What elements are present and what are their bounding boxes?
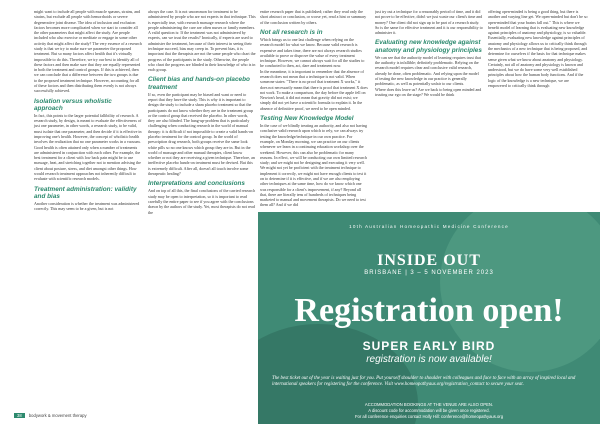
section-heading: Treatment administration: validity and bias [34,185,137,200]
footer-label: bodywork & movement therapy [28,413,87,418]
contact-line: For all conference enquiries contact Holly Hill: conference@homeopathyaus.org [354,414,504,419]
section-heading: Evaluating new knowledge against anatomy and physiology principles [375,39,482,54]
registration-headline: Registration open! [294,292,564,329]
section-heading: Client bias and hands-on placebo treatment [148,76,250,91]
paragraph: offering open-minded is being a good thing, but there is another and varying line get. We open-minded but don't be so open-minded that your brains fall out." This is where we benefit model of learning that is evaluating new knowledge against principles of anatomy and physiology, is so valuable. [488,9,588,36]
section-heading: Interpretations and conclusions [148,180,245,188]
page-footer [14,413,87,418]
ad-accommodation-info [258,402,600,420]
page-number: 38 [14,413,25,418]
article-column-4 [375,9,483,209]
paragraph: If so, even the participant may be biased and want or need to report that they have the study. This is why it is important to design the study to include a sham placebo treatment so that the participants do not know whether they are in the treatment group or the control group that received the placebo. In other words, they are also blinded. The hang-up-problem that is particularly challenging when conducting research in the world of manual therapy: it is difficult if not impossible to create a valid hands-on placebo treatment for the control group. In the world of prescription drug research, both groups receive the same look white pills so no one knows which group they are in. But in the world of massage and other manual therapies, client know whether or not they are receiving a given technique. Therefore, an ineffective placebo hands-on treatment must be devised. But this is extremely difficult. After all, doesn't all touch involve some therapeutic healing? [148,91,255,176]
paragraph: We can see that the authority model of learning requires trust that the authority is infallible; definitely problematic. Relying on the research model requires clear and conclusive valid research, already be done, often problematic. And relying upon the model of testing the new knowledge in our practice is generally problematic, as well as potentially unfair to our clients. [375,54,481,87]
early-bird-label: SUPER EARLY BIRD [362,339,496,353]
conference-dates: BRISBANE | 3 – 5 NOVEMBER 2023 [364,270,494,276]
section-heading: Testing New Knowledge Model [260,114,354,122]
conference-title: INSIDE OUT [377,252,481,269]
paragraph: always the case. It is not uncommon for treatment to be administered by people who are not experts in that technique. This is especially true, with research massage research where the people administering the care are often nurses or family members. A valid question is: If the treatment was not administered by experts, can we trust the results? Ironically, if experts are used to administer the treatment, because of their interest in seeing their technique succeed, bias may creep in. To prevent bias, it is important that the therapists are not the same people who chart the progress of the participants in the study. Otherwise, the people who chart the progress are blinded in their knowledge of who is in each group. [148,9,256,73]
paragraph: Another consideration is whether the treatment was administered correctly. This may seem to be a given, but is not [34,200,140,212]
paragraph: might want to include all people with muscle spasms, strains, and strains, but exclude all people with hemorrhoids or severe degenerative joint disease. The idea of inclusion and exclusion factors becomes more complicated when we start to consider all the other parameters that might affect the study. Are people included who also exercise or meditate or engage in some other activity that might affect the study? The very essence of a research study is that we try to make sure we parameter the proposed treatment. But so many factors affect health that it's virtually impossible to do this. Therefore, we try our best to identify all of these factors and then make sure that they are equally represented in both the treatment and control groups. If this is achieved, then we can conclude that a difference between the two groups is due to the proposed treatment technique. However, accounting for all of these factors and then distributing them evenly is not always successfully achieved. [34,9,142,94]
paragraph: In fact, this points to the larger potential fallibility of research. A research study, by design, is meant to evaluate the effectiveness of just one parameter, in other words, a research study, to be valid, must isolate that one parameter, and then decide if it is effective in improving one's health. However, the concept of wholistic health involves the realization that no one parameter works in a vacuum. Good health is often attained only when a number of treatments are administered in conjunction with each other. For example, the best treatment for a client with low back pain might be to use massage, heat, and stretching together not to mention advising the client about posture, stress, and diet amongst other things. How would research treatment approaches not inherently difficult to evaluate with scientific research models. [34,112,142,182]
section-heading: Isolation versus wholistic approach [34,97,112,112]
paragraph: Essentially, evaluating new knowledge against principles of anatomy and physiology allows us to critically think through the mechanics of a new technique that is being proposed, and determine for ourselves if the basis for that technique makes sense given what we know about anatomy and physiology. Certainly, not all of anatomy and physiology is known and understood, but we do have some very well established principles about how the human body functions. And if the logic of the knowledge is a new technique, we are empowered to critically think through [488,35,588,88]
conference-name: 10th Australian Homeopathic Medicine Conference [349,224,509,229]
early-bird-line: registration is now available! [366,354,492,365]
section-heading: Not all research is in [260,28,323,36]
paragraph: just try out a technique for a reasonably period of time, and it did not prove to be effective, didn't we just waste our client's time and money? One client did not sign up to be part of a research study. So is the same for effective treatment and it is our responsibility to administer it. [375,9,483,36]
paragraph: Where does this leave us? Are we back to being open minded and trusting our ego on the stage? We would be think [375,86,482,97]
article-column-5 [488,9,588,209]
discount-line: A discount code for accommodation will be given once registered. [368,408,490,413]
paragraph: And on top of all this, the final conclusions of the carried research study may be open to interpretation, so it is important to read carefully the entire paper to see if you agree with the conclusions drawn by the authors of the study. Yet, most therapists do not read the [148,188,256,215]
article-column-2 [148,9,256,215]
article-column-3 [260,9,368,209]
accommodation-line: ACCOMMODATION BOOKINGS AT THE VENUE ARE ALSO OPEN. [364,402,494,407]
article-column-1 [34,9,142,212]
ad-blurb: The best ticket out of the year is waiting just for you. Put yourself shoulder to shoulder with colleagues and face to face with an array of inspired local and international speakers for registering for the conference. Visit www.homeopathyaus.org/registration_contact to secure your seat. [272,376,576,387]
conference-advertisement[interactable] [258,212,600,424]
paragraph: In the meantime, it is important to remember that the absence of research does not mean that a technique is not valid. When someone states: "There is no proof that treatment X works," it does not necessarily mean that there is proof that treatment X does not work. To make a comparison, the day before the apple fell on Newton's head, it did not mean that gravity did not exist; we simply did not yet have a scientific formula to explain it. In the absence of definitive proof, we need to be open minded. [260,68,368,111]
paragraph: In the case of we blindly treating an authority, and also not having conclusive valid research upon which to rely, we can always try testing the knowledge/technique in our own practice. For example, on Monday morning, we can practice on our clients whenever we learn in a continuing education workshop over the weekend. However, this can also be problematic for many reasons. In effect, we will be conducting our own limited research study; and we might not be designing and executing it very well. We might not yet be proficient with the treatment technique to implement it correctly, we might not have enough clients to test it on to determine if it is effective, and if we are also employing other techniques at the same time, how do we know which one was responsible for a client's improvement, if any? Beyond all that, there are literally tens of hundreds of techniques being marketed to manual and movement therapists. Do we need to test them all? And if we did [260,123,368,208]
paragraph: entire research paper that is published; rather they read only the short abstract or conclusion, or worse yet, read a hint or summary of the conclusion written by others. [260,9,367,25]
paragraph: Which brings us to one last challenge when relying on the research model for what we know. Because valid research is expensive and takes time, there are not always research studies available to prove or disprove the value of every treatment technique. However, we cannot always wait for all the studies to be conducted to then, act, dare and treatment now. [260,37,365,69]
